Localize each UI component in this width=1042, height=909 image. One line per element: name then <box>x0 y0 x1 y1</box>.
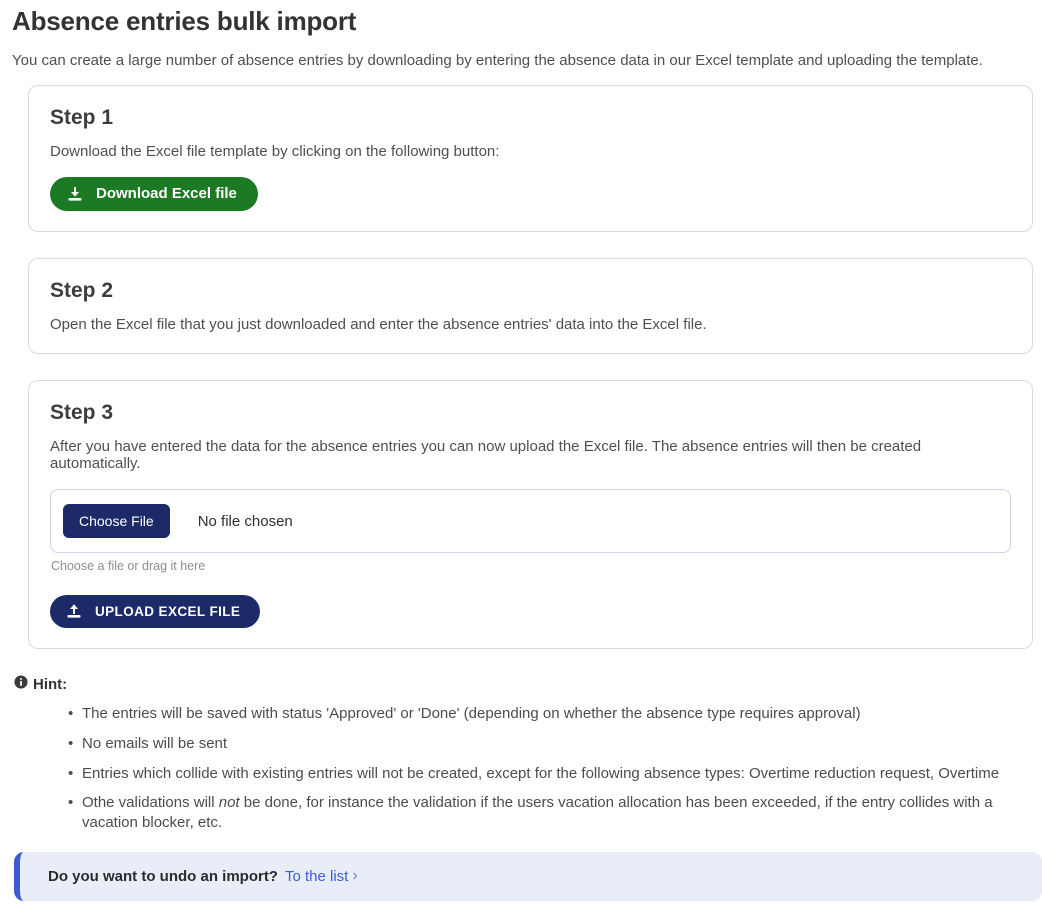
step3-heading: Step 3 <box>50 401 114 424</box>
step2-card <box>28 258 1033 354</box>
hint-list <box>14 704 1030 833</box>
page-intro: You can create a large number of absence entries by downloading by entering the absence data in our Excel template and uploading the template. <box>12 52 983 69</box>
upload-excel-button[interactable] <box>50 595 260 628</box>
hint-header <box>14 675 1030 693</box>
hint-section <box>14 675 1030 833</box>
choose-file-button[interactable]: Choose File <box>63 504 170 538</box>
download-icon <box>67 186 83 202</box>
hint-label: Hint: <box>33 675 68 693</box>
hint-item-emphasis: not <box>218 794 240 812</box>
step3-description: After you have entered the data for the absence entries you can now upload the Excel file. The absence entries will then be created automatically. <box>50 438 922 472</box>
to-the-list-link-label: To the list <box>284 867 349 885</box>
file-drop-helper-text: Choose a file or drag it here <box>51 559 206 573</box>
hint-item: • Othe validations will not be done, for instance the validation if the users vacation allocation has been exceeded, if the entry collides with a vacation blocker, etc. <box>82 793 1030 833</box>
to-the-list-link[interactable] <box>285 868 358 885</box>
step1-card <box>28 85 1033 232</box>
hint-item: • The entries will be saved with status 'Approved' or 'Done' (depending on whether the absence type requires approval) <box>82 704 1030 724</box>
step2-heading: Step 2 <box>50 279 114 302</box>
download-excel-button-label: Download Excel file <box>96 185 237 202</box>
info-circle-icon <box>14 675 28 693</box>
download-excel-button[interactable] <box>50 177 258 211</box>
step1-heading: Step 1 <box>50 106 114 129</box>
undo-import-banner <box>14 852 1042 901</box>
file-drop-area[interactable] <box>50 489 1011 553</box>
upload-icon <box>66 603 82 619</box>
step3-card <box>28 380 1033 649</box>
chevron-right-icon: › <box>352 867 358 885</box>
hint-item: • Entries which collide with existing entries will not be created, except for the following absence types: Overtime reduction request, Overtime <box>82 764 1030 784</box>
file-status-text: No file chosen <box>197 512 293 530</box>
upload-excel-button-label: UPLOAD EXCEL FILE <box>95 603 241 619</box>
hint-item: • No emails will be sent <box>82 734 1030 754</box>
page-title: Absence entries bulk import <box>12 6 357 36</box>
step1-description: Download the Excel file template by clicking on the following button: <box>50 143 500 160</box>
undo-import-question: Do you want to undo an import? <box>48 867 278 885</box>
step2-description: Open the Excel file that you just downloaded and enter the absence entries' data into the Excel file. <box>50 316 707 333</box>
